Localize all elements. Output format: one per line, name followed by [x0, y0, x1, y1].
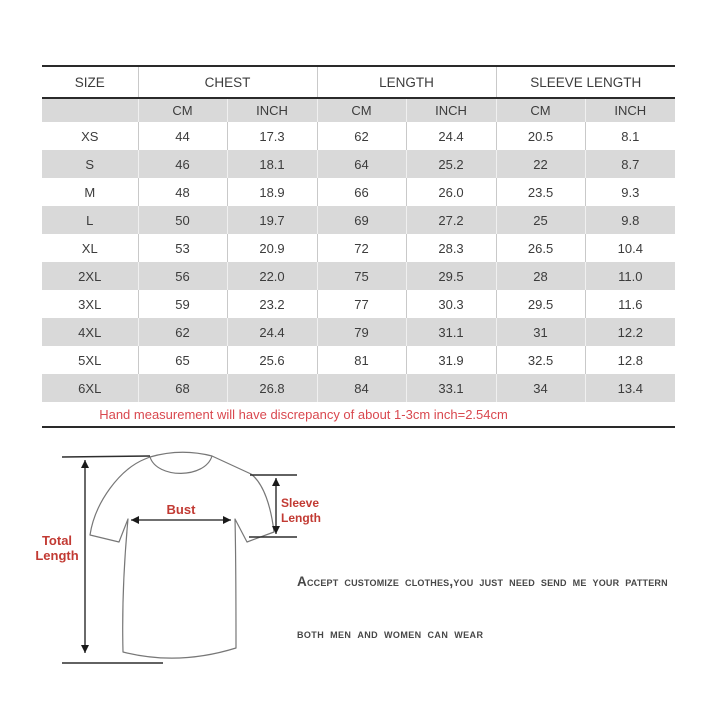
value-cell: 26.8 [227, 374, 317, 402]
value-cell: 25.6 [227, 346, 317, 374]
value-cell: 20.5 [496, 122, 585, 150]
value-cell: 48 [138, 178, 227, 206]
note-row [42, 402, 675, 427]
size-cell: 4XL [42, 318, 138, 346]
value-cell: 24.4 [406, 122, 496, 150]
value-cell: 29.5 [406, 262, 496, 290]
value-cell: 65 [138, 346, 227, 374]
value-cell: 75 [317, 262, 406, 290]
value-cell: 12.2 [585, 318, 675, 346]
value-cell: 18.9 [227, 178, 317, 206]
value-cell: 79 [317, 318, 406, 346]
total-length-top-tick [62, 456, 150, 457]
size-row [42, 150, 675, 178]
value-cell: 84 [317, 374, 406, 402]
tshirt-measurement-diagram [30, 440, 330, 675]
value-cell: 22 [496, 150, 585, 178]
size-row [42, 178, 675, 206]
value-cell: 28.3 [406, 234, 496, 262]
value-cell: 8.7 [585, 150, 675, 178]
value-cell: 34 [496, 374, 585, 402]
value-cell: 62 [317, 122, 406, 150]
value-cell: 26.5 [496, 234, 585, 262]
value-cell: 66 [317, 178, 406, 206]
size-cell: 3XL [78, 296, 102, 312]
value-cell: 24.4 [227, 318, 317, 346]
value-cell: 17.3 [227, 122, 317, 150]
value-cell: 64 [317, 150, 406, 178]
size-row [42, 318, 675, 346]
size-row [42, 234, 675, 262]
value-cell: 12.8 [585, 346, 675, 374]
value-cell: 53 [138, 234, 227, 262]
size-cell: 5XL [78, 352, 102, 368]
size-row [42, 122, 675, 150]
value-cell: 68 [138, 374, 227, 402]
footer-note-customize: Accept customize clothes,you just need send me your pattern [297, 574, 668, 589]
size-cell: XS [81, 128, 99, 144]
value-cell: 62 [138, 318, 227, 346]
col-header-sleeve-length: SLEEVE LENGTH [496, 66, 675, 98]
value-cell: 46 [138, 150, 227, 178]
value-cell: 25.2 [406, 150, 496, 178]
size-row [42, 374, 675, 402]
size-cell: L [42, 206, 138, 234]
unit-cell: CM [138, 98, 227, 122]
unit-row [42, 98, 675, 122]
sleeve-length-label-line1: Sleeve [281, 496, 320, 510]
value-cell: 29.5 [496, 290, 585, 318]
size-row [42, 262, 675, 290]
value-cell: 81 [317, 346, 406, 374]
value-cell: 27.2 [406, 206, 496, 234]
value-cell: 10.4 [585, 234, 675, 262]
value-cell: 18.1 [227, 150, 317, 178]
unit-cell: INCH [585, 98, 675, 122]
unit-cell: INCH [227, 98, 317, 122]
sleeve-length-label-line2: Length [281, 511, 321, 525]
value-cell: 50 [138, 206, 227, 234]
value-cell: 28 [496, 262, 585, 290]
value-cell: 9.8 [585, 206, 675, 234]
value-cell: 31 [496, 318, 585, 346]
value-cell: 26.0 [406, 178, 496, 206]
value-cell: 31.9 [406, 346, 496, 374]
value-cell: 13.4 [585, 374, 675, 402]
value-cell: 59 [138, 290, 227, 318]
col-header-size: SIZE [42, 66, 138, 98]
value-cell: 33.1 [406, 374, 496, 402]
value-cell: 31.1 [406, 318, 496, 346]
size-cell: 6XL [42, 374, 138, 402]
value-cell: 69 [317, 206, 406, 234]
unit-cell: CM [317, 98, 406, 122]
value-cell: 8.1 [585, 122, 675, 150]
size-cell: S [42, 150, 138, 178]
size-row [42, 346, 675, 374]
size-cell: M [84, 184, 96, 200]
value-cell: 19.7 [227, 206, 317, 234]
size-cell: 2XL [42, 262, 138, 290]
value-cell: 25 [496, 206, 585, 234]
value-cell: 44 [138, 122, 227, 150]
size-chart-table [42, 65, 675, 428]
value-cell: 23.5 [496, 178, 585, 206]
size-cell: XL [81, 240, 98, 256]
value-cell: 20.9 [227, 234, 317, 262]
value-cell: 30.3 [406, 290, 496, 318]
total-length-label-line1: Total [41, 533, 73, 548]
value-cell: 9.3 [585, 178, 675, 206]
measurement-note: Hand measurement will have discrepancy of about 1-3cm inch=2.54cm [99, 406, 508, 422]
size-row [42, 206, 675, 234]
unit-cell: INCH [406, 98, 496, 122]
table-header-row [42, 66, 675, 98]
value-cell: 11.6 [585, 290, 675, 318]
size-row [42, 290, 675, 318]
total-length-label-line2: Length [35, 548, 79, 563]
unit-cell-empty [42, 98, 138, 122]
value-cell: 32.5 [496, 346, 585, 374]
col-header-chest: CHEST [138, 66, 317, 98]
value-cell: 72 [317, 234, 406, 262]
unit-cell: CM [496, 98, 585, 122]
value-cell: 22.0 [227, 262, 317, 290]
value-cell: 23.2 [227, 290, 317, 318]
tshirt-outline [90, 452, 274, 658]
col-header-length: LENGTH [317, 66, 496, 98]
value-cell: 11.0 [585, 262, 675, 290]
value-cell: 77 [317, 290, 406, 318]
bust-label: Bust [166, 502, 196, 517]
value-cell: 56 [138, 262, 227, 290]
size-table-body [42, 122, 675, 402]
footer-note-unisex: both men and women can wear [297, 626, 484, 641]
